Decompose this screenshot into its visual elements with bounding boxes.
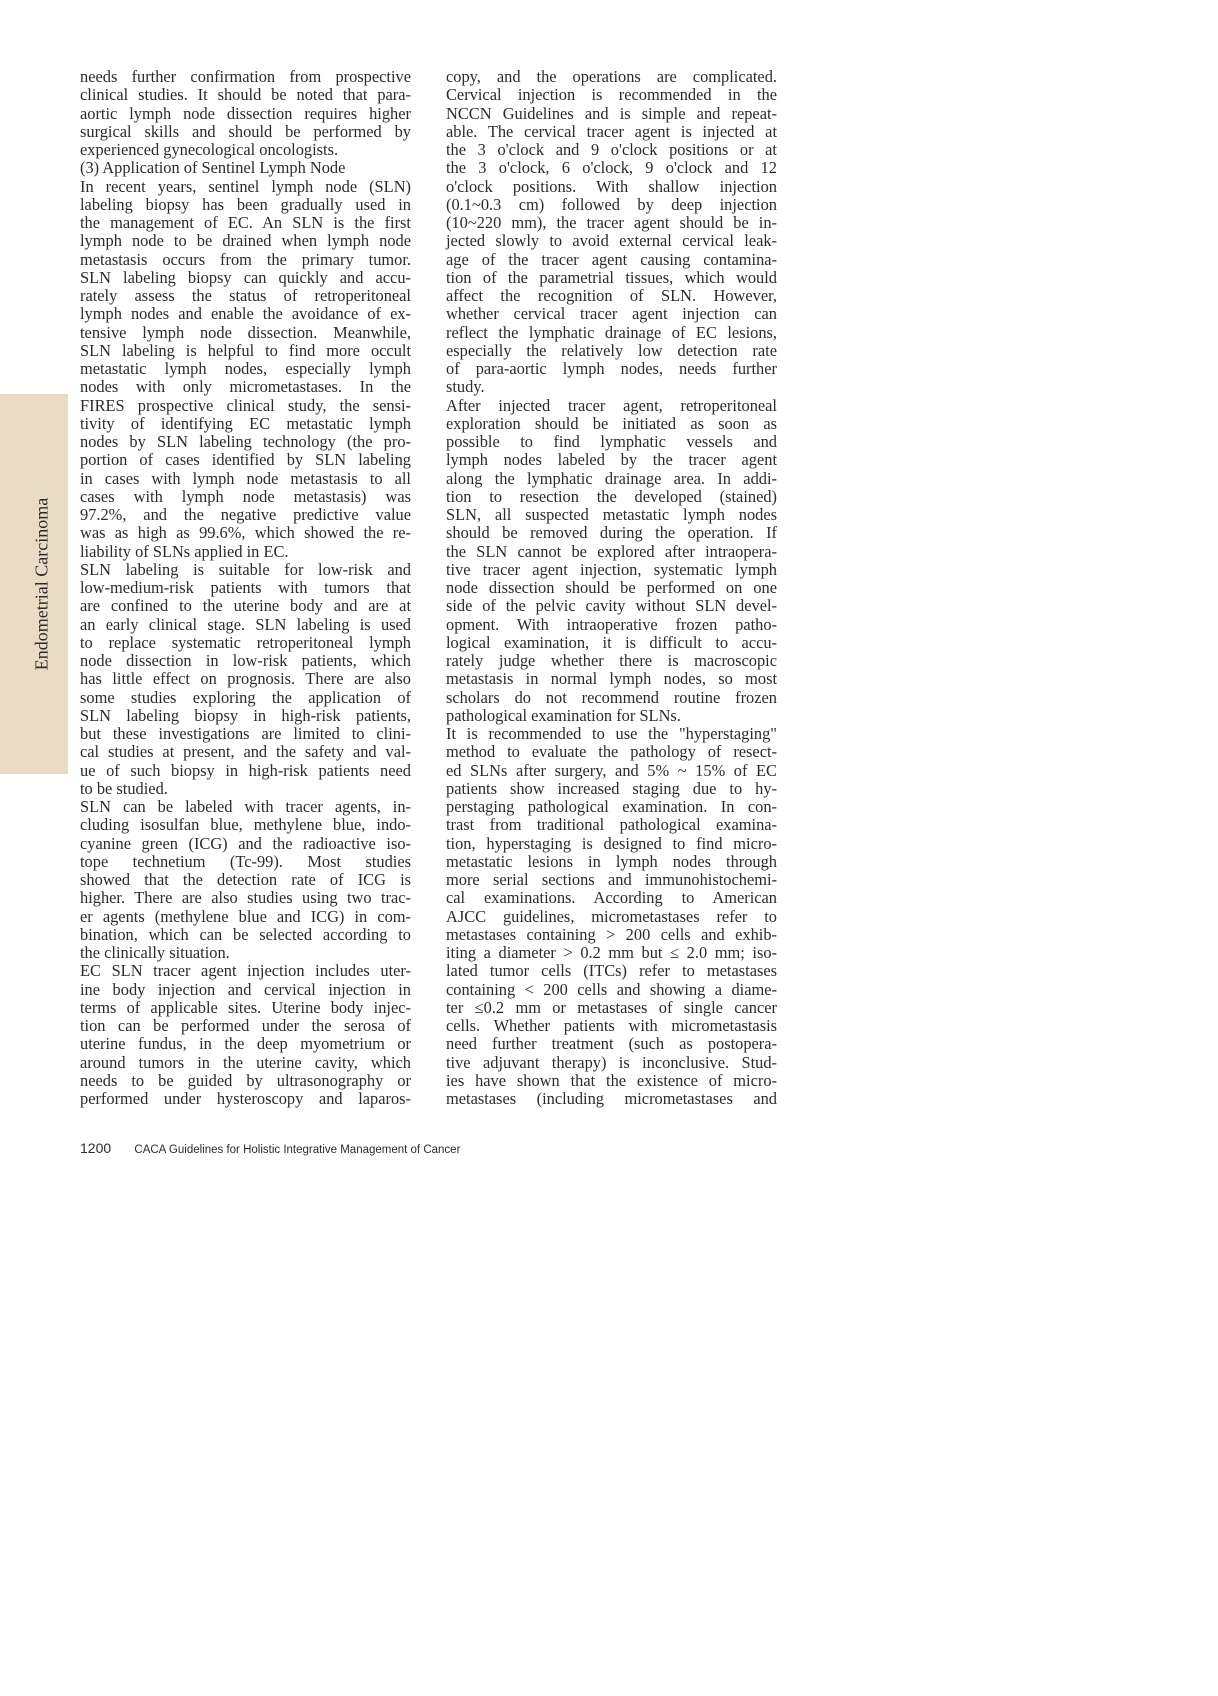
text-line: node dissection should be performed on one — [446, 578, 777, 597]
text-line: SLN, all suspected metastatic lymph nodes — [446, 505, 777, 524]
text-line: should be removed during the operation. If — [446, 523, 777, 543]
text-line: rately assess the status of retroperitoneal — [80, 286, 411, 305]
text-line: nodes with only micrometastases. In the — [80, 377, 411, 397]
text-line: study. — [446, 377, 485, 397]
text-line: showed that the detection rate of ICG is — [80, 870, 411, 889]
text-line: low-medium-risk patients with tumors that — [80, 578, 411, 597]
text-line: cal studies at present, and the safety and val- — [80, 742, 411, 762]
text-line: cyanine green (ICG) and the radioactive iso- — [80, 833, 411, 853]
text-line: nodes by SLN labeling technology (the pro- — [80, 432, 411, 451]
left-column — [80, 68, 411, 1108]
text-line: Cervical injection is recommended in the — [446, 85, 777, 105]
text-line: metastasis in normal lymph nodes, so most — [446, 669, 777, 689]
text-line: reflect the lymphatic drainage of EC lesions, — [446, 322, 777, 342]
text-line: metastatic lymph nodes, especially lymph — [80, 359, 411, 378]
text-line: are confined to the uterine body and are at — [80, 596, 411, 616]
text-line: ed SLNs after surgery, and 5% ~ 15% of EC — [446, 760, 777, 780]
text-line: has little effect on prognosis. There are also — [80, 669, 411, 689]
text-line: (3) Application of Sentinel Lymph Node — [80, 158, 346, 178]
text-line: along the lymphatic drainage area. In addi- — [446, 468, 777, 488]
text-line: jected slowly to avoid external cervical leak- — [446, 231, 777, 251]
text-line: o'clock positions. With shallow injection — [446, 176, 777, 196]
text-line: (10~220 mm), the tracer agent should be in- — [446, 213, 777, 232]
text-line: tope technetium (Tc-99). Most studies — [80, 851, 411, 871]
text-line: tensive lymph node dissection. Meanwhile, — [80, 322, 411, 342]
text-line: tion of the parametrial tissues, which would — [446, 267, 777, 287]
journal-title: CACA Guidelines for Holistic Integrative Management of Cancer — [134, 1144, 461, 1156]
text-line: SLN labeling is helpful to find more occult — [80, 340, 411, 360]
text-line: EC SLN tracer agent injection includes uter- — [80, 961, 411, 981]
side-tab-label: Endometrial Carcinoma — [31, 497, 52, 671]
text-line: needs further confirmation from prospective — [80, 67, 411, 86]
text-line: performed under hysteroscopy and laparos- — [80, 1089, 411, 1108]
text-line: terms of applicable sites. Uterine body injec- — [80, 997, 411, 1017]
text-line: aortic lymph node dissection requires higher — [80, 103, 411, 123]
text-line: NCCN Guidelines and is simple and repeat- — [446, 103, 777, 123]
text-line: copy, and the operations are complicated. — [446, 67, 777, 86]
text-line: especially the relatively low detection rate — [446, 340, 777, 360]
text-line: scholars do not recommend routine frozen — [446, 687, 777, 707]
text-line: tion, hyperstaging is designed to find micro- — [446, 833, 777, 853]
text-line: clinical studies. It should be noted that para- — [80, 85, 411, 105]
text-line: the 3 o'clock and 9 o'clock positions or at — [446, 140, 777, 159]
text-line: FIRES prospective clinical study, the sensi- — [80, 395, 411, 415]
text-line: metastases (including micrometastases and — [446, 1089, 777, 1108]
text-line: node dissection in low-risk patients, which — [80, 651, 411, 670]
text-line: an early clinical stage. SLN labeling is used — [80, 614, 411, 634]
text-line: SLN labeling is suitable for low-risk and — [80, 559, 411, 579]
text-line: some studies exploring the application of — [80, 687, 411, 707]
text-line: It is recommended to use the "hyperstaging" — [446, 724, 777, 743]
text-line: iting a diameter > 0.2 mm but ≤ 2.0 mm; iso- — [446, 943, 777, 962]
text-line: SLN can be labeled with tracer agents, in- — [80, 797, 411, 816]
text-line: After injected tracer agent, retroperitoneal — [446, 395, 777, 415]
text-line: uterine fundus, in the deep myometrium or — [80, 1034, 411, 1054]
text-line: to be studied. — [80, 778, 168, 798]
text-line: cal examinations. According to American — [446, 888, 777, 908]
text-line: more serial sections and immunohistochemi- — [446, 870, 777, 889]
text-line: side of the pelvic cavity without SLN devel- — [446, 596, 777, 616]
text-line: tive tracer agent injection, systematic lymph — [446, 559, 777, 579]
text-line: (0.1~0.3 cm) followed by deep injection — [446, 194, 777, 214]
text-line: ine body injection and cervical injection in — [80, 979, 411, 999]
text-line: bination, which can be selected according to — [80, 924, 411, 944]
text-line: portion of cases identified by SLN labeling — [80, 450, 411, 470]
text-line: AJCC guidelines, micrometastases refer to — [446, 906, 777, 926]
text-line: needs to be guided by ultrasonography or — [80, 1070, 411, 1090]
text-line: pathological examination for SLNs. — [446, 705, 681, 725]
text-line: opment. With intraoperative frozen patho- — [446, 614, 777, 634]
text-line: the clinically situation. — [80, 943, 230, 962]
text-line: lymph nodes and enable the avoidance of ex- — [80, 304, 411, 324]
text-line: cluding isosulfan blue, methylene blue, indo- — [80, 815, 411, 835]
text-line: around tumors in the uterine cavity, which — [80, 1052, 411, 1072]
text-line: liability of SLNs applied in EC. — [80, 541, 289, 561]
text-line: trast from traditional pathological examina- — [446, 815, 777, 835]
text-line: age of the tracer agent causing contamina- — [446, 249, 777, 269]
text-line: cells. Whether patients with micrometastasis — [446, 1016, 777, 1035]
text-line: ies have shown that the existence of micro- — [446, 1070, 777, 1090]
text-line: er agents (methylene blue and ICG) in com- — [80, 906, 411, 926]
text-line: 97.2%, and the negative predictive value — [80, 505, 411, 524]
text-line: labeling biopsy has been gradually used in — [80, 194, 411, 214]
text-line: patients show increased staging due to hy- — [446, 778, 777, 798]
text-line: method to evaluate the pathology of resect- — [446, 742, 777, 762]
right-column — [446, 68, 777, 1108]
text-line: the SLN cannot be explored after intraopera- — [446, 541, 777, 561]
page-number: 1200 — [80, 1140, 112, 1156]
text-line: whether cervical tracer agent injection can — [446, 304, 777, 324]
text-line: metastasis occurs from the primary tumor. — [80, 249, 411, 269]
text-line: In recent years, sentinel lymph node (SLN) — [80, 176, 411, 196]
text-line: the 3 o'clock, 6 o'clock, 9 o'clock and 12 — [446, 158, 777, 178]
text-line: the management of EC. An SLN is the first — [80, 213, 411, 232]
text-line: tion can be performed under the serosa of — [80, 1016, 411, 1035]
text-line: need further treatment (such as postopera- — [446, 1034, 777, 1054]
text-line: affect the recognition of SLN. However, — [446, 286, 777, 305]
text-line: tion to resection the developed (stained) — [446, 486, 777, 506]
text-line: rately judge whether there is macroscopic — [446, 651, 777, 670]
text-line: lated tumor cells (ITCs) refer to metastases — [446, 961, 777, 981]
text-line: perstaging pathological examination. In con- — [446, 797, 777, 816]
text-line: cases with lymph node metastasis) was — [80, 486, 411, 506]
page-footer — [80, 1140, 460, 1157]
text-line: tivity of identifying EC metastatic lymph — [80, 413, 411, 433]
text-line: lymph node to be drained when lymph node — [80, 231, 411, 251]
text-line: lymph nodes labeled by the tracer agent — [446, 450, 777, 470]
text-line: containing < 200 cells and showing a diame- — [446, 979, 777, 999]
text-line: surgical skills and should be performed by — [80, 121, 411, 141]
text-line: experienced gynecological oncologists. — [80, 140, 339, 159]
text-line: possible to find lymphatic vessels and — [446, 432, 777, 451]
text-line: ue of such biopsy in high-risk patients need — [80, 760, 411, 780]
text-line: metastatic lesions in lymph nodes through — [446, 851, 777, 871]
text-line: logical examination, it is difficult to accu- — [446, 632, 777, 652]
text-line: able. The cervical tracer agent is injected at — [446, 121, 777, 141]
text-line: ter ≤0.2 mm or metastases of single cancer — [446, 997, 777, 1017]
text-line: of para-aortic lymph nodes, needs further — [446, 359, 777, 378]
text-line: to replace systematic retroperitoneal lymph — [80, 632, 411, 652]
text-line: exploration should be initiated as soon as — [446, 413, 777, 433]
text-line: in cases with lymph node metastasis to all — [80, 468, 411, 488]
text-line: metastases containing > 200 cells and exhib- — [446, 924, 777, 944]
text-line: was as high as 99.6%, which showed the re- — [80, 523, 411, 543]
text-line: SLN labeling biopsy can quickly and accu- — [80, 267, 411, 287]
text-line: higher. There are also studies using two trac- — [80, 888, 411, 908]
text-line: tive adjuvant therapy) is inconclusive. Stud- — [446, 1052, 777, 1072]
text-line: SLN labeling biopsy in high-risk patients, — [80, 705, 411, 725]
text-line: but these investigations are limited to clini- — [80, 724, 411, 743]
